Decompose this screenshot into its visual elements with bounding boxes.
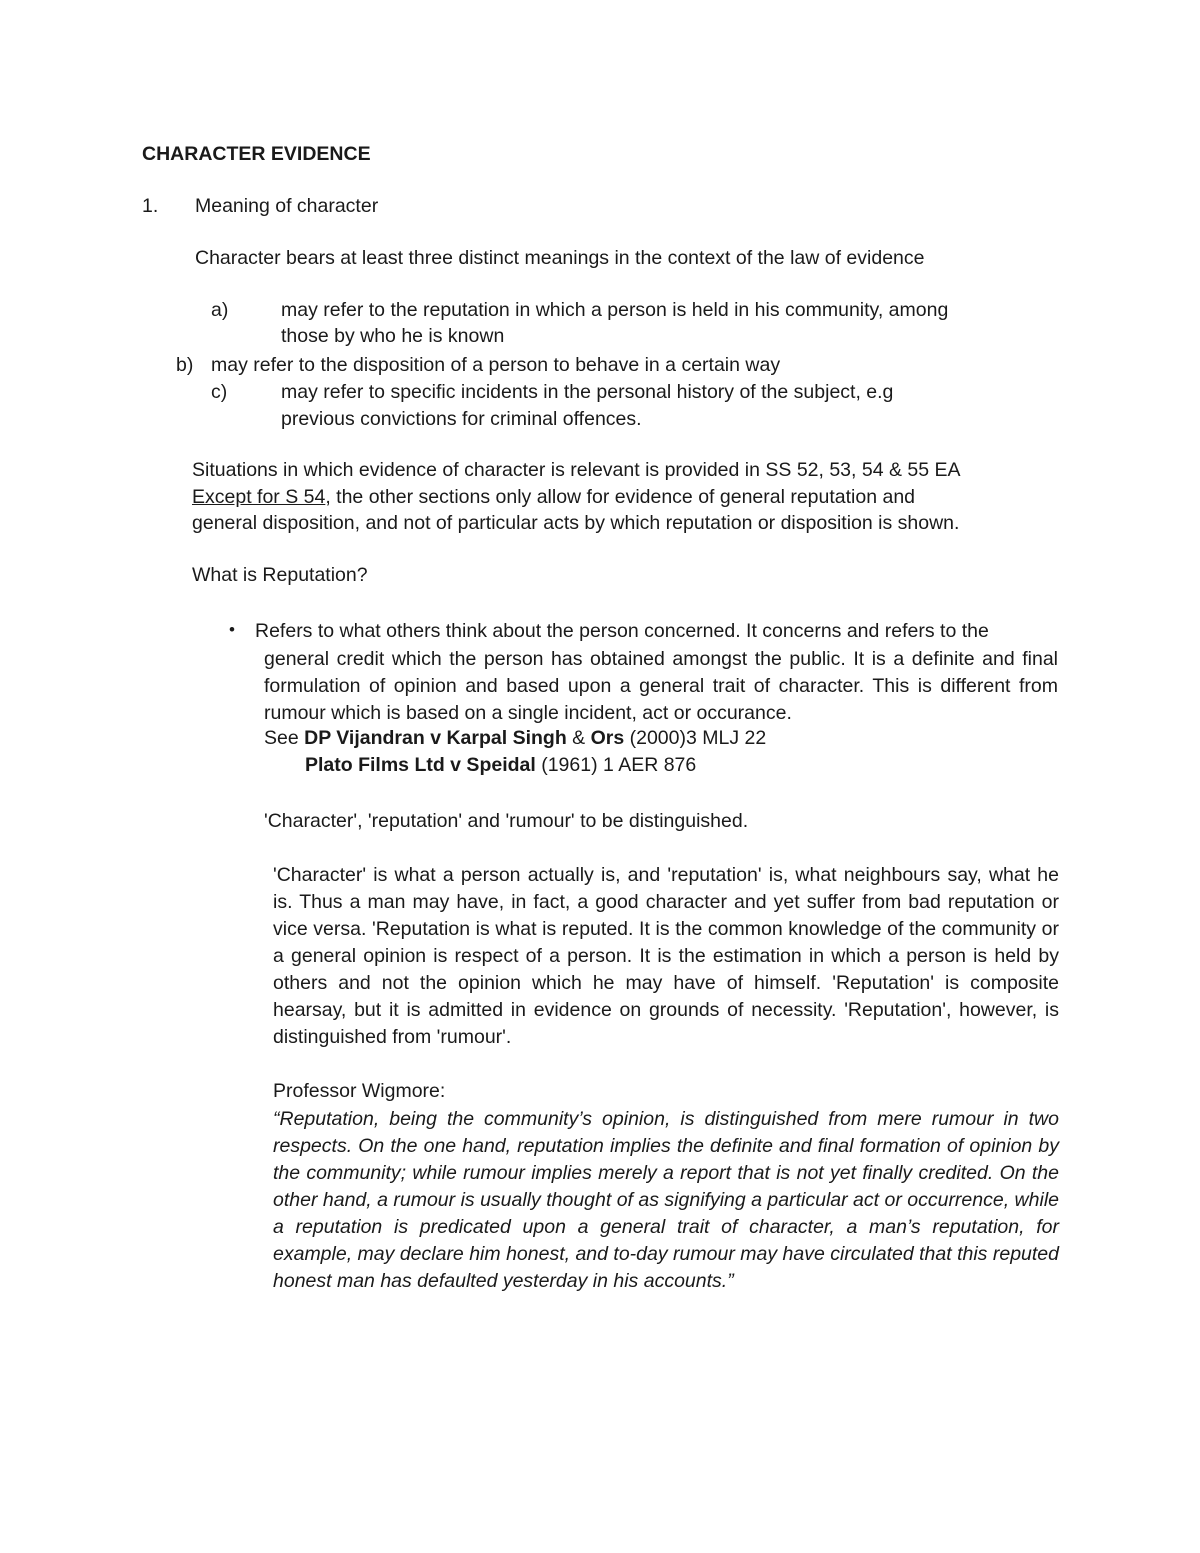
case1-ors: Ors xyxy=(590,727,625,749)
section-number: 1. xyxy=(142,195,159,217)
distinguish-heading: 'Character', 'reputation' and 'rumour' to be distinguished. xyxy=(264,810,749,832)
intro-paragraph: Character bears at least three distinct meanings in the context of the law of evidence xyxy=(195,247,925,269)
situations-line2-rest: , the other sections only allow for evidence of general reputation and xyxy=(325,486,916,508)
case1-cite: (2000)3 MLJ 22 xyxy=(629,727,767,749)
case2-cite: (1961) 1 AER 876 xyxy=(541,754,697,776)
list-marker-b: b) xyxy=(176,354,194,376)
list-item-a-line1: may refer to the reputation in which a person is held in his community, among xyxy=(281,299,949,321)
case-citation-2 xyxy=(305,754,696,777)
case-citation-1 xyxy=(264,727,766,750)
list-item-b-line1: may refer to the disposition of a person to behave in a certain way xyxy=(211,354,781,376)
case2-name: Plato Films Ltd v Speidal xyxy=(305,754,536,776)
list-marker-c: c) xyxy=(211,381,228,403)
list-item-c-line2: previous convictions for criminal offences. xyxy=(281,408,642,430)
definition-paragraph: 'Character' is what a person actually is, and 'reputation' is, what neighbours say, what he is. Thus a man may have, in fact, a good character and yet suffer from bad reputation or vice versa. 'Reputation is what is reputed. It is the common knowledge of the community or a general opinion is respect of a person. It is the estimation in which a person is held by others and not the opinion which he may have of himself. 'Reputation' is composite hearsay, but it is admitted in evidence on grounds of necessity. 'Reputation', however, is distinguished from 'rumour'. xyxy=(273,864,1059,1048)
page-title: CHARACTER EVIDENCE xyxy=(142,143,371,165)
case1-name: DP Vijandran v Karpal Singh xyxy=(304,727,567,749)
situations-underlined: Except for S 54 xyxy=(192,486,326,508)
wigmore-quote: “Reputation, being the community’s opinion, is distinguished from mere rumour in two respects. On the one hand, reputation implies the definite and final formation of opinion by the community; while rumour implies merely a report that is not yet finally credited. On the other hand, a rumour is usually thought of as signifying a particular act or occurrence, while a reputation is predicated upon a general trait of character, a man’s reputation, for example, may declare him honest, and to-day rumour may have circulated that this reputed honest man has defaulted yesterday in his accounts.” xyxy=(273,1108,1059,1292)
list-item-a-line2: those by who he is known xyxy=(281,325,505,347)
situations-line3: general disposition, and not of particular acts by which reputation or disposition is shown. xyxy=(192,512,960,534)
reputation-heading: What is Reputation? xyxy=(192,564,368,586)
bullet-icon: • xyxy=(229,620,235,639)
list-marker-a: a) xyxy=(211,299,229,321)
section-heading: Meaning of character xyxy=(195,195,379,217)
see-label: See xyxy=(264,727,299,749)
list-item-c-line1: may refer to specific incidents in the personal history of the subject, e.g xyxy=(281,381,894,403)
situations-line1: Situations in which evidence of character is relevant is provided in SS 52, 53, 54 & 55 EA xyxy=(192,459,961,481)
wigmore-label: Professor Wigmore: xyxy=(273,1080,446,1102)
bullet-first-line: Refers to what others think about the person concerned. It concerns and refers to the xyxy=(255,620,989,642)
situations-line2 xyxy=(192,486,915,509)
case1-amp: & xyxy=(572,727,586,749)
bullet-body: general credit which the person has obtained amongst the public. It is a definite and final formulation of opinion and based upon a general trait of character. This is different from rumour which is based on a single incident, act or occurance. xyxy=(264,648,1058,724)
